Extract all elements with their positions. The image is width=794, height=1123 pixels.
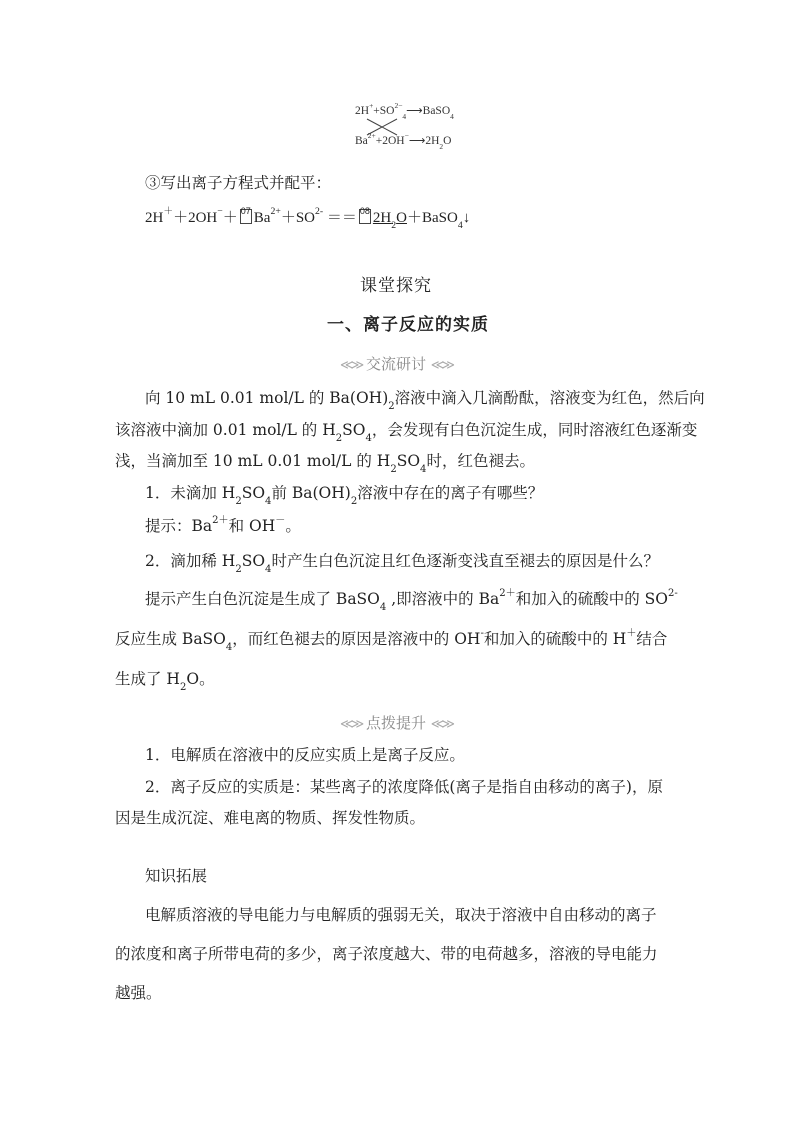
blank-box-07: 07 — [240, 209, 252, 224]
section-title: 课堂探究 — [360, 276, 432, 296]
exchange-heading: ≪≫ 交流研讨 ≪≫ — [340, 355, 453, 373]
knowledge-title: 知识拓展 — [145, 867, 208, 885]
step3-instruction: ③写出离子方程式并配平： — [145, 174, 332, 192]
question-2: 2．滴加稀 $H_2SO_4$时产生白色沉淀且红色逐渐变浅直至褪去的原因是什么？ — [145, 552, 659, 576]
ion-exchange-diagram — [355, 100, 475, 151]
knowledge-line1: 电解质溶液的导电能力与电解质的强弱无关，取决于溶液中自由移动的离子 — [145, 906, 657, 924]
diagram-top-line: $2H^++SO^{2-}_4⟶BaSO_4$ — [355, 100, 454, 121]
point-1: 1．电解质在溶液中的反应实质上是离子反应。 — [145, 746, 465, 764]
para1-line3: 浅，当滴加至 10 mL 0.01 mol/L 的 $H_2SO_4$时，红色褪去。 — [115, 452, 535, 476]
point-2-line2: 因是生成沉淀、难电离的物质、挥发性物质。 — [115, 809, 426, 827]
hint-2-line1: 提示产生白色沉淀是生成了 BaSO$_4$ ,即溶液中的 $Ba^{2+}$和加入的硫酸中的 $SO^{2-}$ — [145, 587, 678, 614]
balanced-equation: 2H＋＋2OH−＋ 07 $Ba^{2+}+SO^{2-}$ ＝＝ 08 $2H_2O+BaSO_4↓$ — [145, 206, 471, 231]
subtitle: 一、离子反应的实质 — [327, 315, 489, 335]
para1-line2: 该溶液中滴加 0.01 mol/L 的 $H_2SO_4$，会发现有白色沉淀生成，同时溶液红色逐渐变 — [115, 421, 698, 445]
para1-line1: 向 10 mL 0.01 mol/L 的 $Ba(OH)_2$溶液中滴入几滴酚酞，溶液变为红色，然后向 — [145, 389, 705, 413]
hint-1: 提示：$Ba^{2+}$和 OH－。 — [145, 514, 301, 535]
knowledge-line2: 的浓度和离子所带电荷的多少，离子浓度越大、带的电荷越多，溶液的导电能力 — [115, 945, 658, 963]
point-2-line1: 2．离子反应的实质是：某些离子的浓度降低(离子是指自由移动的离子)，原 — [145, 778, 663, 796]
knowledge-line3: 越强。 — [115, 984, 162, 1002]
diagram-bottom-line: $Ba^{2+}+2OH^-⟶2H_2O$ — [355, 130, 452, 151]
blank-box-08: 08 — [359, 209, 371, 224]
tips-heading: ≪≫ 点拨提升 ≪≫ — [340, 714, 453, 732]
hint-2-line3: 生成了 $H_2O$。 — [115, 670, 215, 694]
hint-2-line2: 反应生成 BaSO$_4$，而红色褪去的原因是溶液中的 OH-和加入的硫酸中的 H＋结合 — [115, 627, 668, 654]
question-1: 1．未滴加 $H_2SO_4$前 $Ba(OH)_2$溶液中存在的离子有哪些？ — [145, 484, 544, 508]
